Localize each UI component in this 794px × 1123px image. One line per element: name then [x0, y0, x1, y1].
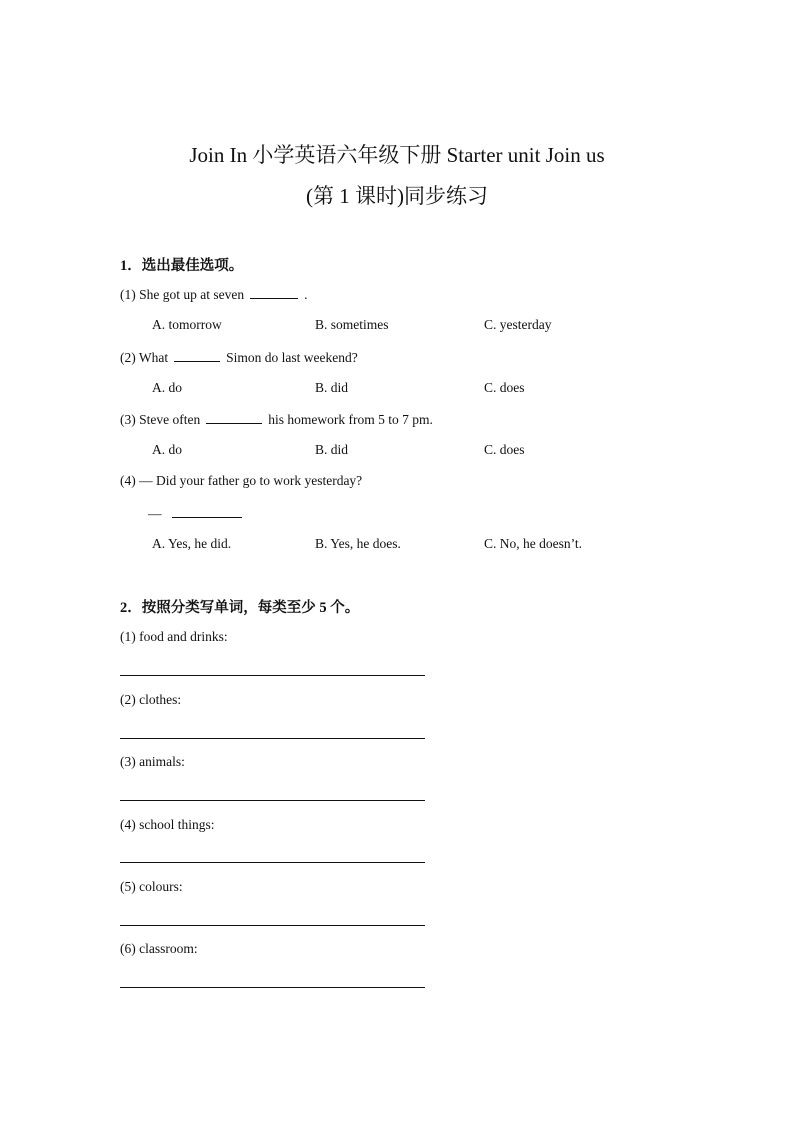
question-1-option-b: B. sometimes [315, 317, 389, 332]
question-3-option-a: A. do [152, 442, 182, 457]
section-1-heading: 1．选出最佳选项。 [120, 258, 244, 274]
question-4-blank [172, 504, 242, 518]
section-2-heading: 2．按照分类写单词，每类至少 5 个。 [120, 600, 360, 616]
writing-line-2 [120, 738, 425, 739]
question-4-answer-line [148, 504, 248, 523]
question-3-blank [206, 410, 262, 424]
question-4-option-b: B. Yes, he does. [315, 536, 401, 551]
category-item-animals: (3) animals: [120, 754, 185, 769]
question-2-end: Simon do last weekend? [226, 350, 358, 365]
question-3-end: his homework from 5 to 7 pm. [268, 412, 433, 427]
writing-line-6 [120, 987, 425, 988]
category-item-colours: (5) colours: [120, 879, 183, 894]
writing-line-4 [120, 862, 425, 863]
question-1-option-c: C. yesterday [484, 317, 552, 332]
question-4-dash: — [148, 506, 162, 521]
worksheet-title-line-1: Join In 小学英语六年级下册 Starter unit Join us [189, 143, 605, 167]
worksheet-title-line-2: (第 1 课时)同步练习 [306, 184, 488, 208]
question-4: (4) — Did your father go to work yesterday? [120, 473, 363, 488]
writing-line-5 [120, 925, 425, 926]
question-3-option-c: C. does [484, 442, 525, 457]
question-1 [120, 285, 307, 304]
question-1-option-a: A. tomorrow [152, 317, 222, 332]
question-2-text: (2) What [120, 350, 169, 365]
question-1-text: (1) She got up at seven [120, 287, 245, 302]
question-3-text: (3) Steve often [120, 412, 201, 427]
question-2 [120, 348, 358, 367]
question-4-option-a: A. Yes, he did. [152, 536, 232, 551]
question-4-option-c: C. No, he doesn’t. [484, 536, 582, 551]
question-1-blank [250, 285, 298, 299]
question-2-blank [174, 348, 220, 362]
question-2-option-a: A. do [152, 380, 182, 395]
category-item-food-and-drinks: (1) food and drinks: [120, 629, 228, 644]
category-item-school-things: (4) school things: [120, 817, 215, 832]
category-item-classroom: (6) classroom: [120, 941, 198, 956]
question-3-option-b: B. did [315, 442, 349, 457]
question-2-option-b: B. did [315, 380, 349, 395]
question-1-end: . [304, 287, 308, 302]
writing-line-3 [120, 800, 425, 801]
question-3 [120, 410, 433, 429]
writing-line-1 [120, 675, 425, 676]
question-2-option-c: C. does [484, 380, 525, 395]
category-item-clothes: (2) clothes: [120, 692, 182, 707]
